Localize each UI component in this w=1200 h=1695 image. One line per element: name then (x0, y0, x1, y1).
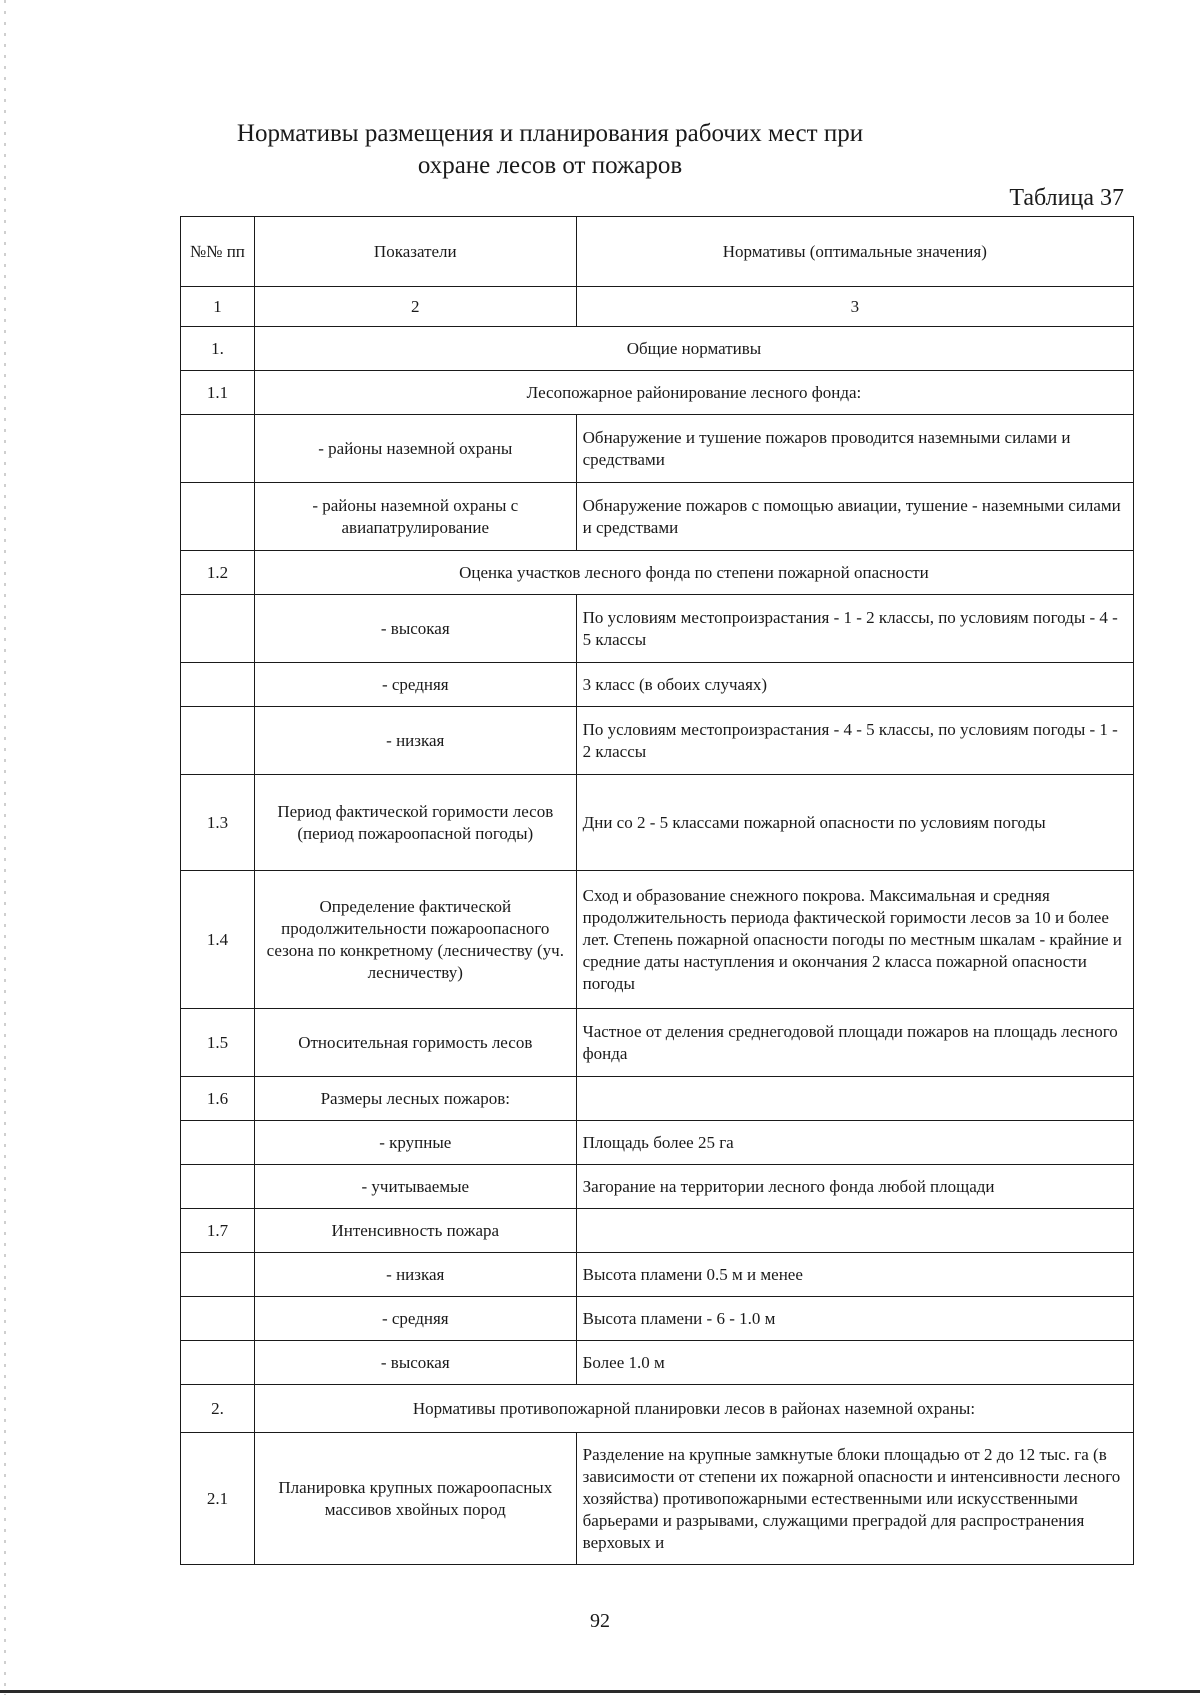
row-number-cell: 1.5 (181, 1009, 255, 1077)
table-row (181, 1077, 1134, 1121)
norm-value-cell: Высота пламени - 6 - 1.0 м (576, 1297, 1133, 1341)
section-heading-cell: Общие нормативы (254, 327, 1133, 371)
norm-value-cell: Обнаружение пожаров с помощью авиации, тушение - наземными силами и средствами (576, 483, 1133, 551)
norm-value-cell: По условиям местопроизрастания - 4 - 5 классы, по условиям погоды - 1 - 2 классы (576, 707, 1133, 775)
indicator-cell: Интенсивность пожара (254, 1209, 576, 1253)
row-number-cell (181, 1253, 255, 1297)
table-row (181, 1165, 1134, 1209)
row-number-cell: 1.7 (181, 1209, 255, 1253)
row-number-cell: 2. (181, 1385, 255, 1433)
column-number-cell: 1 (181, 287, 255, 327)
indicator-cell: - учитываемые (254, 1165, 576, 1209)
header-indicator-cell: Показатели (254, 217, 576, 287)
norm-value-cell: 3 класс (в обоих случаях) (576, 663, 1133, 707)
row-number-cell (181, 415, 255, 483)
norm-value-cell: Обнаружение и тушение пожаров проводится наземными силами и средствами (576, 415, 1133, 483)
norm-value-cell: Более 1.0 м (576, 1341, 1133, 1385)
row-number-cell (181, 1121, 255, 1165)
row-number-cell (181, 1165, 255, 1209)
indicator-cell: - высокая (254, 1341, 576, 1385)
table-row (181, 371, 1134, 415)
table-row (181, 551, 1134, 595)
table-row (181, 775, 1134, 871)
norm-value-cell: По условиям местопроизрастания - 1 - 2 классы, по условиям погоды - 4 - 5 классы (576, 595, 1133, 663)
table-row (181, 483, 1134, 551)
row-number-cell: 1. (181, 327, 255, 371)
indicator-cell: - районы наземной охраны с авиапатрулирование (254, 483, 576, 551)
norms-table-body (181, 217, 1134, 1565)
scan-bottom-edge (0, 1690, 1200, 1693)
indicator-cell: - районы наземной охраны (254, 415, 576, 483)
row-number-cell: 1.2 (181, 551, 255, 595)
table-row (181, 663, 1134, 707)
indicator-cell: - низкая (254, 707, 576, 775)
row-number-cell (181, 595, 255, 663)
column-numbers-row (181, 287, 1134, 327)
table-row (181, 707, 1134, 775)
row-number-cell: 1.4 (181, 871, 255, 1009)
norm-value-cell (576, 1209, 1133, 1253)
section-heading-cell: Оценка участков лесного фонда по степени пожарной опасности (254, 551, 1133, 595)
indicator-cell: - крупные (254, 1121, 576, 1165)
table-row (181, 1341, 1134, 1385)
indicator-cell: Период фактической горимости лесов (период пожароопасной погоды) (254, 775, 576, 871)
indicator-cell: - высокая (254, 595, 576, 663)
page-number: 92 (590, 1610, 610, 1632)
table-header-row (181, 217, 1134, 287)
scan-edge (4, 0, 6, 1695)
row-number-cell: 2.1 (181, 1433, 255, 1565)
norm-value-cell: Высота пламени 0.5 м и менее (576, 1253, 1133, 1297)
norm-value-cell: Площадь более 25 га (576, 1121, 1133, 1165)
table-row (181, 1253, 1134, 1297)
indicator-cell: - средняя (254, 1297, 576, 1341)
indicator-cell: - низкая (254, 1253, 576, 1297)
section-heading-cell: Нормативы противопожарной планировки лесов в районах наземной охраны: (254, 1385, 1133, 1433)
header-number-cell: №№ пп (181, 217, 255, 287)
table-row (181, 1121, 1134, 1165)
table-row (181, 1209, 1134, 1253)
row-number-cell (181, 1341, 255, 1385)
table-row (181, 871, 1134, 1009)
row-number-cell: 1.3 (181, 775, 255, 871)
row-number-cell (181, 483, 255, 551)
indicator-cell: Размеры лесных пожаров: (254, 1077, 576, 1121)
norm-value-cell: Разделение на крупные замкнутые блоки площадью от 2 до 12 тыс. га (в зависимости от степени их пожарной опасности и интенсивности лесного хозяйства) противопожарными естественными или искусственными барьерами и разрывами, служащими преградой для распространения верховых и (576, 1433, 1133, 1565)
column-number-cell: 2 (254, 287, 576, 327)
norm-value-cell (576, 1077, 1133, 1121)
norm-value-cell: Загорание на территории лесного фонда любой площади (576, 1165, 1133, 1209)
norm-value-cell: Сход и образование снежного покрова. Максимальная и средняя продолжительность периода фактической горимости лесов за 10 и более лет. Степень пожарной опасности погоды по местным шкалам - крайние и средние даты наступления и окончания 2 класса пожарной опасности погоды (576, 871, 1133, 1009)
header-norms-cell: Нормативы (оптимальные значения) (576, 217, 1133, 287)
section-heading-cell: Лесопожарное районирование лесного фонда: (254, 371, 1133, 415)
table-row (181, 1009, 1134, 1077)
norm-value-cell: Частное от деления среднегодовой площади пожаров на площадь лесного фонда (576, 1009, 1133, 1077)
table-label: Таблица 37 (1009, 185, 1124, 211)
table-row (181, 595, 1134, 663)
row-number-cell (181, 1297, 255, 1341)
table-row (181, 327, 1134, 371)
page-title: Нормативы размещения и планирования рабочих мест при охране лесов от пожаров (236, 120, 864, 179)
row-number-cell: 1.6 (181, 1077, 255, 1121)
table-row (181, 1433, 1134, 1565)
norm-value-cell: Дни со 2 - 5 классами пожарной опасности по условиям погоды (576, 775, 1133, 871)
table-row (181, 1297, 1134, 1341)
norms-table (180, 216, 1134, 1565)
column-number-cell: 3 (576, 287, 1133, 327)
table-row (181, 415, 1134, 483)
row-number-cell (181, 663, 255, 707)
indicator-cell: - средняя (254, 663, 576, 707)
indicator-cell: Определение фактической продолжительности пожароопасного сезона по конкретному (лесничеству (уч. лесничеству) (254, 871, 576, 1009)
row-number-cell (181, 707, 255, 775)
indicator-cell: Планировка крупных пожароопасных массивов хвойных пород (254, 1433, 576, 1565)
indicator-cell: Относительная горимость лесов (254, 1009, 576, 1077)
table-row (181, 1385, 1134, 1433)
row-number-cell: 1.1 (181, 371, 255, 415)
